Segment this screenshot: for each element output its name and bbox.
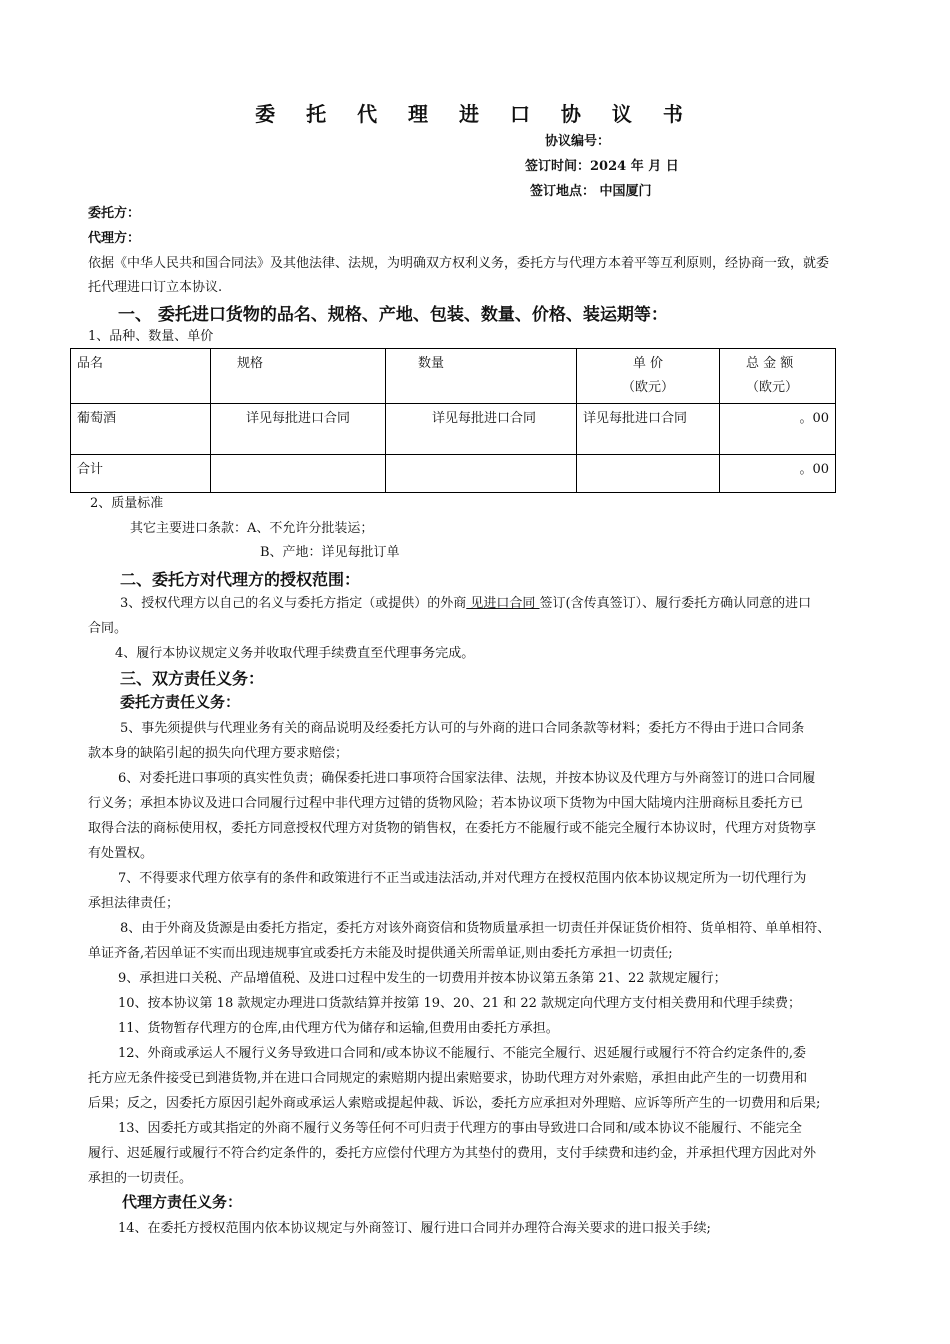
clause-3-line-1: 3、授权代理方以自己的名义与委托方指定（或提供）的外商 见进口合同 签订(含传真签订）、履行委托方确认同意的进口 [120, 596, 812, 611]
clause-5-line-1: 5、事先须提供与代理业务有关的商品说明及经委托方认可的与外商的进口合同条款等材料；委托方不得由于进口合同条 [120, 721, 805, 736]
clause-6-line-1: 6、对委托进口事项的真实性负责；确保委托进口事项符合国家法律、法规，并按本协议及代理方与外商签订的进口合同履 [118, 771, 816, 786]
table-cell: 详见每批进口合同 [386, 404, 577, 455]
clause-6-line-3: 取得合法的商标使用权，委托方同意授权代理方对货物的销售权，在委托方不能履行或不能完全履行本协议时，代理方对货物享 [88, 821, 817, 836]
header-cell: 单 价 （欧元） [577, 349, 720, 404]
section-2-heading: 二、委托方对代理方的授权范围： [120, 570, 361, 589]
intro-line-2: 托代理进口订立本协议. [88, 280, 223, 295]
clause-4: 4、履行本协议规定义务并收取代理手续费直至代理事务完成。 [115, 646, 475, 661]
foreign-party-blank: 见进口合同 [466, 596, 540, 611]
principal-duties-heading: 委托方责任义务： [120, 693, 241, 711]
clause-13-line-2: 履行、迟延履行或履行不符合约定条件的，委托方应偿付代理方为其垫付的费用，支付手续费和违约金，并承担代理方因此对外 [88, 1146, 817, 1161]
table-row [71, 455, 836, 493]
table-cell: 。00 [720, 404, 836, 455]
agreement-number: 协议编号： [545, 134, 611, 149]
table-cell: 详见每批进口合同 [211, 404, 386, 455]
table-header-row [71, 349, 836, 404]
sign-time: 签订时间：2024 年 月 日 [525, 159, 679, 174]
principal-party: 委托方： [88, 206, 141, 221]
agent-duties-heading: 代理方责任义务： [122, 1193, 243, 1211]
clause-13-line-1: 13、因委托方或其指定的外商不履行义务等任何不可归责于代理方的事由导致进口合同和/或本协议不能履行、不能完全 [118, 1121, 802, 1136]
section-3-heading: 三、双方责任义务： [120, 669, 265, 688]
table-cell: 详见每批进口合同 [577, 404, 720, 455]
agent-party: 代理方： [88, 231, 141, 246]
intro-line-1: 依据《中华人民共和国合同法》及其他法律、法规，为明确双方权利义务，委托方与代理方本着平等互利原则，经协商一致，就委 [88, 256, 830, 271]
clause-8-line-1: 8、由于外商及货源是由委托方指定，委托方对该外商资信和货物质量承担一切责任并保证货价相符、货单相符、单单相符、 [120, 921, 831, 936]
section-1-sub-1: 1、品种、数量、单价 [88, 329, 214, 344]
table-cell [386, 455, 577, 493]
goods-table [70, 348, 836, 493]
header-cell: 品名 [71, 349, 211, 404]
import-terms-b: B、产地：详见每批订单 [260, 545, 400, 560]
sign-place: 签订地点： 中国厦门 [530, 184, 652, 199]
header-cell: 数量 [386, 349, 577, 404]
clause-9: 9、承担进口关税、产品增值税、及进口过程中发生的一切费用并按本协议第五条第 21、22 款规定履行； [118, 971, 727, 986]
clause-10: 10、按本协议第 18 款规定办理进口货款结算并按第 19、20、21 和 22 款规定向代理方支付相关费用和代理手续费； [118, 996, 802, 1011]
table-cell: 葡萄酒 [71, 404, 211, 455]
header-cell: 规格 [211, 349, 386, 404]
clause-5-line-2: 款本身的缺陷引起的损失向代理方要求赔偿； [88, 746, 349, 761]
clause-7-line-1: 7、不得要求代理方依享有的条件和政策进行不正当或违法活动,并对代理方在授权范围内依本协议规定所为一切代理行为 [118, 871, 807, 886]
clause-7-line-2: 承担法律责任； [88, 896, 180, 911]
clause-6-line-2: 行义务；承担本协议及进口合同履行过程中非代理方过错的货物风险；若本协议项下货物为中国大陆境内注册商标且委托方已 [88, 796, 804, 811]
document-title: 委 托 代 理 进 口 协 议 书 [255, 102, 695, 126]
table-cell: 合计 [71, 455, 211, 493]
table-cell: 。00 [720, 455, 836, 493]
clause-11: 11、货物暂存代理方的仓库,由代理方代为储存和运输,但费用由委托方承担。 [118, 1021, 559, 1036]
clause-13-line-3: 承担的一切责任。 [88, 1171, 193, 1186]
clause-12-line-1: 12、外商或承运人不履行义务导致进口合同和/或本协议不能履行、不能完全履行、迟延履行或履行不符合约定条件的,委 [118, 1046, 807, 1061]
section-1-sub-2: 2、质量标准 [90, 496, 164, 511]
clause-12-line-2: 托方应无条件接受已到港货物,并在进口合同规定的索赔期内提出索赔要求，协助代理方对外索赔，承担由此产生的一切费用和 [88, 1071, 808, 1086]
clause-12-line-3: 后果；反之，因委托方原因引起外商或承运人索赔或提起仲裁、诉讼，委托方应承担对外理赔、应诉等所产生的一切费用和后果; [88, 1096, 821, 1111]
import-terms-a: 其它主要进口条款：A、不允许分批装运； [130, 521, 374, 536]
clause-14: 14、在委托方授权范围内依本协议规定与外商签订、履行进口合同并办理符合海关要求的进口报关手续; [118, 1221, 711, 1236]
clause-3-line-2: 合同。 [88, 621, 128, 636]
header-cell: 总 金 额 （欧元） [720, 349, 836, 404]
table-cell [211, 455, 386, 493]
clause-8-line-2: 单证齐备,若因单证不实而出现违规事宜或委托方未能及时提供通关所需单证,则由委托方承担一切责任; [88, 946, 673, 961]
section-1-heading: 一、 委托进口货物的品名、规格、产地、包装、数量、价格、装运期等： [118, 305, 668, 325]
clause-6-line-4: 有处置权。 [88, 846, 154, 861]
table-row [71, 404, 836, 455]
table-cell [577, 455, 720, 493]
